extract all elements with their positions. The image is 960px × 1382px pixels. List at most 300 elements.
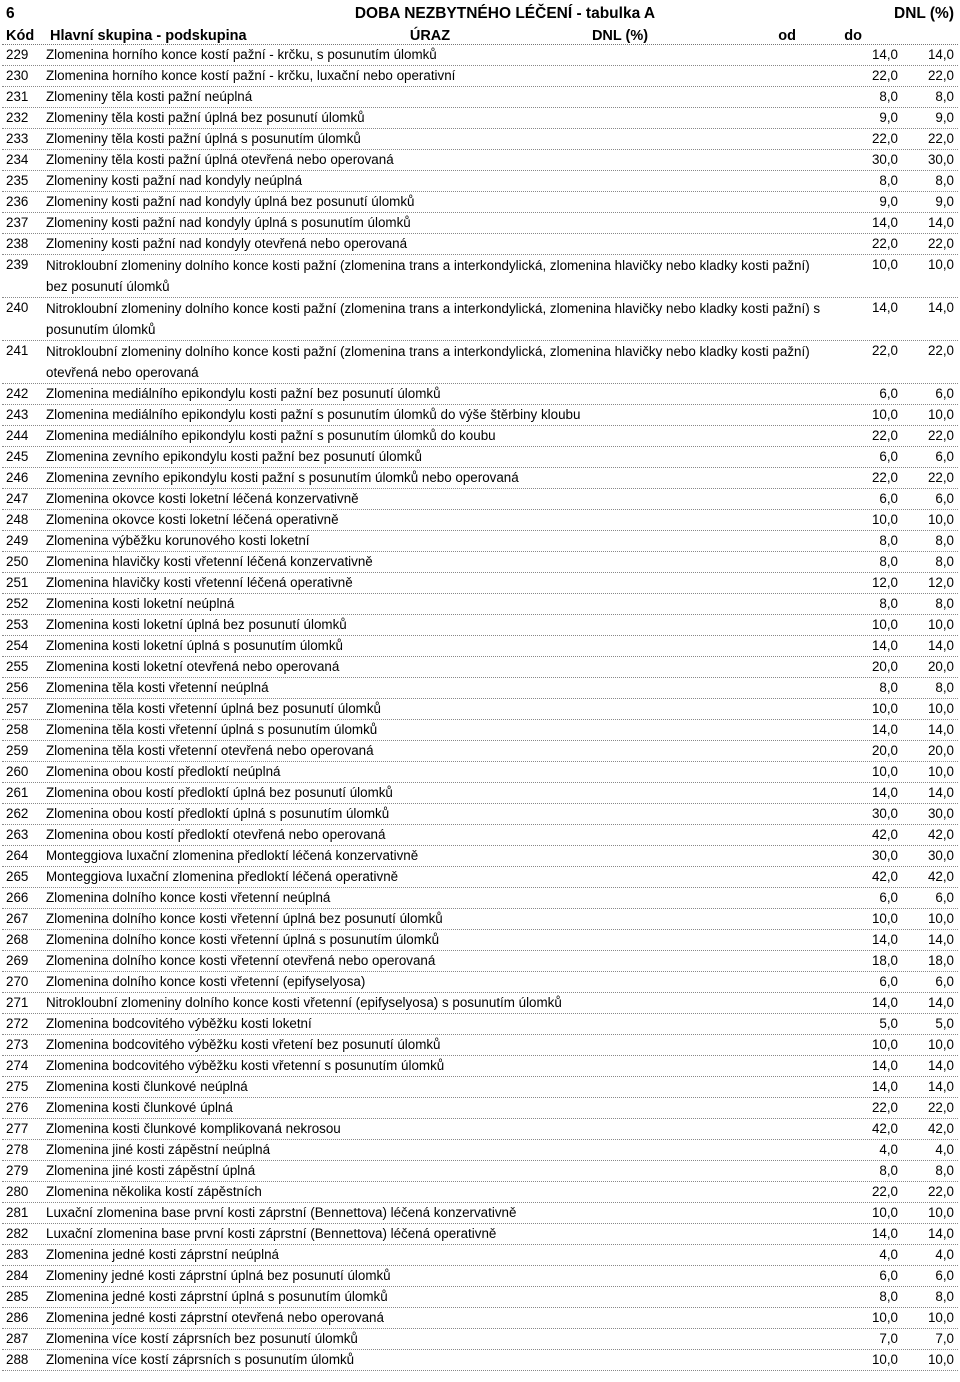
row-value-do: 10,0 xyxy=(927,1205,954,1220)
row-value-od: 14,0 xyxy=(871,932,898,947)
row-code: 287 xyxy=(6,1331,29,1346)
row-value-od: 8,0 xyxy=(879,554,898,569)
row-description: Zlomenina hlavičky kosti vřetenní léčená konzervativně xyxy=(46,554,373,569)
table-row xyxy=(2,531,958,552)
row-value-do: 8,0 xyxy=(935,173,954,188)
row-value-od: 22,0 xyxy=(871,1184,898,1199)
row-value-od: 10,0 xyxy=(871,1037,898,1052)
row-value-od: 14,0 xyxy=(871,785,898,800)
row-value-do: 14,0 xyxy=(927,47,954,62)
row-value-do: 14,0 xyxy=(927,995,954,1010)
row-value-od: 9,0 xyxy=(879,194,898,209)
row-description: Zlomenina dolního konce kosti vřetenní otevřená nebo operovaná xyxy=(46,953,436,968)
table-body xyxy=(2,45,958,1371)
row-value-od: 8,0 xyxy=(879,89,898,104)
row-description: Zlomenina jiné kosti zápěstní neúplná xyxy=(46,1142,271,1157)
table-row xyxy=(2,171,958,192)
row-code: 267 xyxy=(6,911,29,926)
table-row xyxy=(2,699,958,720)
row-value-do: 14,0 xyxy=(927,1226,954,1241)
row-value-do: 14,0 xyxy=(927,1079,954,1094)
table-row xyxy=(2,1161,958,1182)
row-value-do: 8,0 xyxy=(935,596,954,611)
row-code: 250 xyxy=(6,554,29,569)
row-value-od: 14,0 xyxy=(871,995,898,1010)
row-code: 278 xyxy=(6,1142,29,1157)
row-value-do: 10,0 xyxy=(927,257,954,272)
row-description: Zlomenina kosti člunkové úplná xyxy=(46,1100,233,1115)
row-code: 256 xyxy=(6,680,29,695)
row-description: Zlomenina hlavičky kosti vřetenní léčená operativně xyxy=(46,575,353,590)
page-header xyxy=(2,0,958,23)
row-code: 281 xyxy=(6,1205,29,1220)
row-value-od: 8,0 xyxy=(879,680,898,695)
row-description: Zlomeniny těla kosti pažní neúplná xyxy=(46,89,253,104)
table-row xyxy=(2,384,958,405)
row-value-od: 10,0 xyxy=(871,1310,898,1325)
table-row xyxy=(2,1245,958,1266)
row-code: 261 xyxy=(6,785,29,800)
row-code: 276 xyxy=(6,1100,29,1115)
row-code: 231 xyxy=(6,89,29,104)
row-code: 251 xyxy=(6,575,29,590)
row-description: Zlomeniny jedné kosti záprstní úplná bez posunutí úlomků xyxy=(46,1268,391,1283)
row-description: Zlomenina kosti loketní úplná s posunutím úlomků xyxy=(46,638,343,653)
row-value-do: 10,0 xyxy=(927,764,954,779)
row-value-do: 8,0 xyxy=(935,554,954,569)
row-value-do: 8,0 xyxy=(935,1289,954,1304)
row-value-do: 22,0 xyxy=(927,1184,954,1199)
row-value-do: 8,0 xyxy=(935,1163,954,1178)
row-code: 245 xyxy=(6,449,29,464)
row-value-od: 8,0 xyxy=(879,1289,898,1304)
row-value-do: 10,0 xyxy=(927,1310,954,1325)
table-row xyxy=(2,1035,958,1056)
table-row xyxy=(2,594,958,615)
table-row xyxy=(2,825,958,846)
row-code: 242 xyxy=(6,386,29,401)
row-description: Zlomenina více kostí záprsních bez posunutí úlomků xyxy=(46,1331,358,1346)
table-row xyxy=(2,447,958,468)
table-row xyxy=(2,615,958,636)
row-description: Zlomenina jedné kosti záprstní neúplná xyxy=(46,1247,279,1262)
table-row xyxy=(2,1098,958,1119)
row-code: 277 xyxy=(6,1121,29,1136)
row-code: 282 xyxy=(6,1226,29,1241)
table-row xyxy=(2,192,958,213)
row-value-od: 18,0 xyxy=(871,953,898,968)
row-description: Zlomenina kosti člunkové neúplná xyxy=(46,1079,248,1094)
table-row xyxy=(2,468,958,489)
row-value-do: 22,0 xyxy=(927,343,954,358)
row-description: Zlomenina obou kostí předloktí úplná bez posunutí úlomků xyxy=(46,785,393,800)
row-code: 236 xyxy=(6,194,29,209)
row-value-do: 4,0 xyxy=(935,1142,954,1157)
row-code: 273 xyxy=(6,1037,29,1052)
row-description: Zlomenina mediálního epikondylu kosti pažní bez posunutí úlomků xyxy=(46,386,441,401)
row-code: 230 xyxy=(6,68,29,83)
table-row xyxy=(2,930,958,951)
table-row xyxy=(2,657,958,678)
row-code: 262 xyxy=(6,806,29,821)
table-row xyxy=(2,489,958,510)
row-code: 253 xyxy=(6,617,29,632)
row-value-od: 6,0 xyxy=(879,386,898,401)
row-description: Nitrokloubní zlomeniny dolního konce kosti pažní (zlomenina trans a interkondylická, zlomenina hlavičky nebo kladky kosti pažní) otevřená nebo operovaná xyxy=(46,344,810,380)
table-row xyxy=(2,1077,958,1098)
row-description: Zlomenina těla kosti vřetenní otevřená nebo operovaná xyxy=(46,743,374,758)
row-code: 280 xyxy=(6,1184,29,1199)
row-description: Zlomenina těla kosti vřetenní úplná s posunutím úlomků xyxy=(46,722,378,737)
row-description: Nitrokloubní zlomeniny dolního konce kosti pažní (zlomenina trans a interkondylická, zlomenina hlavičky nebo kladky kosti pažní) s posunutím úlomků xyxy=(46,301,821,337)
table-row xyxy=(2,636,958,657)
row-value-od: 9,0 xyxy=(879,110,898,125)
row-description: Zlomenina bodcovitého výběžku kosti loketní xyxy=(46,1016,312,1031)
row-description: Monteggiova luxační zlomenina předloktí léčená operativně xyxy=(46,869,399,884)
row-value-do: 14,0 xyxy=(927,638,954,653)
row-value-do: 14,0 xyxy=(927,215,954,230)
row-description: Zlomenina dolního konce kosti vřetenní úplná s posunutím úlomků xyxy=(46,932,440,947)
table-row xyxy=(2,1014,958,1035)
table-row xyxy=(2,150,958,171)
row-value-od: 10,0 xyxy=(871,701,898,716)
row-value-od: 14,0 xyxy=(871,722,898,737)
row-code: 244 xyxy=(6,428,29,443)
row-code: 263 xyxy=(6,827,29,842)
row-value-od: 4,0 xyxy=(879,1247,898,1262)
row-description: Zlomenina dolního konce kosti vřetenní (epifyselyosa) xyxy=(46,974,366,989)
table-row xyxy=(2,426,958,447)
row-value-od: 10,0 xyxy=(871,764,898,779)
row-code: 286 xyxy=(6,1310,29,1325)
row-value-od: 22,0 xyxy=(871,1100,898,1115)
row-code: 246 xyxy=(6,470,29,485)
row-code: 235 xyxy=(6,173,29,188)
row-description: Zlomenina obou kostí předloktí úplná s posunutím úlomků xyxy=(46,806,390,821)
row-value-od: 14,0 xyxy=(871,300,898,315)
row-value-od: 6,0 xyxy=(879,1268,898,1283)
table-row xyxy=(2,1140,958,1161)
row-value-do: 10,0 xyxy=(927,512,954,527)
table-row xyxy=(2,762,958,783)
table-row xyxy=(2,1287,958,1308)
row-code: 238 xyxy=(6,236,29,251)
row-value-do: 22,0 xyxy=(927,236,954,251)
page-number: 6 xyxy=(6,5,15,22)
row-value-od: 42,0 xyxy=(871,827,898,842)
row-description: Zlomenina bodcovitého výběžku kosti vřetení bez posunutí úlomků xyxy=(46,1037,441,1052)
row-value-od: 6,0 xyxy=(879,449,898,464)
column-header-kod: Kód xyxy=(6,28,35,44)
row-value-od: 10,0 xyxy=(871,1205,898,1220)
row-value-od: 14,0 xyxy=(871,215,898,230)
row-value-od: 20,0 xyxy=(871,743,898,758)
table-row xyxy=(2,298,958,341)
row-value-do: 42,0 xyxy=(927,827,954,842)
row-code: 239 xyxy=(6,257,29,272)
row-value-do: 4,0 xyxy=(935,1247,954,1262)
table-row xyxy=(2,341,958,384)
row-description: Zlomenina obou kostí předloktí otevřená nebo operovaná xyxy=(46,827,386,842)
row-value-do: 6,0 xyxy=(935,890,954,905)
table-row xyxy=(2,213,958,234)
row-code: 254 xyxy=(6,638,29,653)
row-description: Zlomenina kosti loketní úplná bez posunutí úlomků xyxy=(46,617,347,632)
row-value-od: 30,0 xyxy=(871,806,898,821)
row-description: Zlomenina okovce kosti loketní léčená operativně xyxy=(46,512,339,527)
table-row xyxy=(2,405,958,426)
row-value-od: 10,0 xyxy=(871,512,898,527)
row-description: Zlomenina těla kosti vřetenní neúplná xyxy=(46,680,269,695)
table-row xyxy=(2,573,958,594)
row-value-do: 30,0 xyxy=(927,806,954,821)
table-row xyxy=(2,678,958,699)
row-description: Zlomeniny kosti pažní nad kondyly úplná s posunutím úlomků xyxy=(46,215,411,230)
row-value-do: 22,0 xyxy=(927,1100,954,1115)
row-value-od: 42,0 xyxy=(871,869,898,884)
row-value-od: 22,0 xyxy=(871,343,898,358)
row-description: Zlomenina těla kosti vřetenní úplná bez posunutí úlomků xyxy=(46,701,381,716)
table-row xyxy=(2,1056,958,1077)
row-description: Zlomenina výběžku korunového kosti loketní xyxy=(46,533,310,548)
column-header-uraz: ÚRAZ xyxy=(409,28,451,44)
table-row xyxy=(2,888,958,909)
row-value-do: 20,0 xyxy=(927,743,954,758)
row-code: 259 xyxy=(6,743,29,758)
row-description: Zlomenina okovce kosti loketní léčená konzervativně xyxy=(46,491,359,506)
row-code: 283 xyxy=(6,1247,29,1262)
table-row xyxy=(2,846,958,867)
page-title: DOBA NEZBYTNÉHO LÉČENÍ - tabulka A xyxy=(354,5,656,22)
row-code: 234 xyxy=(6,152,29,167)
row-value-od: 5,0 xyxy=(879,1016,898,1031)
row-description: Zlomenina horního konce kostí pažní - krčku, s posunutím úlomků xyxy=(46,47,437,62)
table-row xyxy=(2,741,958,762)
row-value-od: 12,0 xyxy=(871,575,898,590)
row-code: 249 xyxy=(6,533,29,548)
row-value-od: 22,0 xyxy=(871,131,898,146)
row-code: 247 xyxy=(6,491,29,506)
row-description: Zlomenina zevního epikondylu kosti pažní bez posunutí úlomků xyxy=(46,449,422,464)
row-value-do: 9,0 xyxy=(935,110,954,125)
row-code: 284 xyxy=(6,1268,29,1283)
row-code: 248 xyxy=(6,512,29,527)
column-header-group: Hlavní skupina - podskupina xyxy=(50,28,247,44)
row-code: 268 xyxy=(6,932,29,947)
table-row xyxy=(2,1203,958,1224)
row-code: 243 xyxy=(6,407,29,422)
row-code: 272 xyxy=(6,1016,29,1031)
row-value-do: 10,0 xyxy=(927,407,954,422)
row-value-do: 14,0 xyxy=(927,1058,954,1073)
table-row xyxy=(2,108,958,129)
table-row xyxy=(2,234,958,255)
row-value-od: 8,0 xyxy=(879,1163,898,1178)
row-description: Zlomenina kosti loketní neúplná xyxy=(46,596,235,611)
row-value-od: 14,0 xyxy=(871,1226,898,1241)
row-description: Zlomenina jedné kosti záprstní otevřená nebo operovaná xyxy=(46,1310,384,1325)
row-value-do: 14,0 xyxy=(927,300,954,315)
row-value-od: 14,0 xyxy=(871,47,898,62)
row-value-do: 22,0 xyxy=(927,131,954,146)
row-value-do: 18,0 xyxy=(927,953,954,968)
header-unit: DNL (%) xyxy=(894,5,954,22)
row-value-od: 42,0 xyxy=(871,1121,898,1136)
row-value-do: 10,0 xyxy=(927,1037,954,1052)
row-value-do: 30,0 xyxy=(927,848,954,863)
row-description: Zlomenina mediálního epikondylu kosti pažní s posunutím úlomků do koubu xyxy=(46,428,496,443)
row-description: Monteggiova luxační zlomenina předloktí léčená konzervativně xyxy=(46,848,419,863)
row-code: 275 xyxy=(6,1079,29,1094)
row-value-do: 30,0 xyxy=(927,152,954,167)
table-row xyxy=(2,867,958,888)
row-code: 241 xyxy=(6,343,29,358)
row-description: Zlomeniny těla kosti pažní úplná otevřená nebo operovaná xyxy=(46,152,394,167)
row-value-do: 22,0 xyxy=(927,68,954,83)
row-code: 257 xyxy=(6,701,29,716)
table-row xyxy=(2,993,958,1014)
row-value-od: 14,0 xyxy=(871,638,898,653)
row-value-od: 22,0 xyxy=(871,428,898,443)
column-header-do: do xyxy=(844,28,862,44)
column-header-od: od xyxy=(778,28,796,44)
row-description: Zlomenina zevního epikondylu kosti pažní s posunutím úlomků nebo operovaná xyxy=(46,470,519,485)
row-value-do: 22,0 xyxy=(927,470,954,485)
row-value-od: 4,0 xyxy=(879,1142,898,1157)
row-code: 274 xyxy=(6,1058,29,1073)
table-row xyxy=(2,510,958,531)
row-description: Zlomenina mediálního epikondylu kosti pažní s posunutím úlomků do výše štěrbiny kloubu xyxy=(46,407,581,422)
row-value-od: 20,0 xyxy=(871,659,898,674)
table-row xyxy=(2,804,958,825)
row-description: Zlomeniny těla kosti pažní úplná bez posunutí úlomků xyxy=(46,110,365,125)
row-value-do: 14,0 xyxy=(927,722,954,737)
row-value-od: 22,0 xyxy=(871,236,898,251)
table-row xyxy=(2,720,958,741)
row-value-od: 22,0 xyxy=(871,68,898,83)
row-code: 232 xyxy=(6,110,29,125)
row-description: Zlomeniny kosti pažní nad kondyly neúplná xyxy=(46,173,303,188)
table-row xyxy=(2,129,958,150)
row-description: Zlomenina obou kostí předloktí neúplná xyxy=(46,764,281,779)
table-row xyxy=(2,255,958,298)
row-value-do: 42,0 xyxy=(927,869,954,884)
row-value-od: 6,0 xyxy=(879,974,898,989)
row-code: 240 xyxy=(6,300,29,315)
row-value-od: 8,0 xyxy=(879,596,898,611)
table-row xyxy=(2,1308,958,1329)
row-value-do: 8,0 xyxy=(935,680,954,695)
table-row xyxy=(2,1182,958,1203)
row-value-od: 14,0 xyxy=(871,1058,898,1073)
row-value-do: 42,0 xyxy=(927,1121,954,1136)
row-description: Zlomeniny těla kosti pažní úplná s posunutím úlomků xyxy=(46,131,361,146)
row-value-do: 14,0 xyxy=(927,785,954,800)
row-value-od: 10,0 xyxy=(871,911,898,926)
row-value-do: 10,0 xyxy=(927,911,954,926)
table-row xyxy=(2,1119,958,1140)
row-value-od: 8,0 xyxy=(879,533,898,548)
row-value-do: 12,0 xyxy=(927,575,954,590)
row-value-do: 5,0 xyxy=(935,1016,954,1031)
column-header-dnl: DNL (%) xyxy=(591,28,649,44)
row-description: Zlomenina dolního konce kosti vřetenní úplná bez posunutí úlomků xyxy=(46,911,443,926)
row-value-do: 20,0 xyxy=(927,659,954,674)
table-row xyxy=(2,783,958,804)
table-row xyxy=(2,87,958,108)
row-value-od: 10,0 xyxy=(871,407,898,422)
row-code: 258 xyxy=(6,722,29,737)
row-code: 265 xyxy=(6,869,29,884)
row-value-od: 10,0 xyxy=(871,1352,898,1367)
table-row xyxy=(2,552,958,573)
row-value-do: 6,0 xyxy=(935,449,954,464)
row-code: 271 xyxy=(6,995,29,1010)
table-row xyxy=(2,45,958,66)
row-description: Luxační zlomenina base první kosti záprstní (Bennettova) léčená operativně xyxy=(46,1226,497,1241)
row-value-do: 10,0 xyxy=(927,1352,954,1367)
row-value-od: 30,0 xyxy=(871,152,898,167)
row-description: Nitrokloubní zlomeniny dolního konce kosti vřetenní (epifyselyosa) s posunutím úlomků xyxy=(46,995,562,1010)
row-code: 285 xyxy=(6,1289,29,1304)
row-description: Zlomenina bodcovitého výběžku kosti vřetenní s posunutím úlomků xyxy=(46,1058,445,1073)
row-code: 269 xyxy=(6,953,29,968)
table-row xyxy=(2,909,958,930)
row-description: Zlomenina kosti loketní otevřená nebo operovaná xyxy=(46,659,340,674)
table-row xyxy=(2,1224,958,1245)
row-value-do: 6,0 xyxy=(935,491,954,506)
row-value-do: 6,0 xyxy=(935,386,954,401)
row-value-od: 14,0 xyxy=(871,1079,898,1094)
row-value-od: 6,0 xyxy=(879,890,898,905)
table-row xyxy=(2,1329,958,1350)
table-row xyxy=(2,1350,958,1371)
row-code: 260 xyxy=(6,764,29,779)
row-code: 264 xyxy=(6,848,29,863)
row-code: 266 xyxy=(6,890,29,905)
row-code: 279 xyxy=(6,1163,29,1178)
row-description: Luxační zlomenina base první kosti záprstní (Bennettova) léčená konzervativně xyxy=(46,1205,517,1220)
row-code: 288 xyxy=(6,1352,29,1367)
row-value-od: 6,0 xyxy=(879,491,898,506)
table-row xyxy=(2,1266,958,1287)
row-value-od: 8,0 xyxy=(879,173,898,188)
row-description: Zlomenina dolního konce kosti vřetenní neúplná xyxy=(46,890,331,905)
row-code: 233 xyxy=(6,131,29,146)
row-description: Zlomeniny kosti pažní nad kondyly úplná bez posunutí úlomků xyxy=(46,194,415,209)
table-header xyxy=(2,23,958,45)
table-row xyxy=(2,972,958,993)
row-value-do: 10,0 xyxy=(927,701,954,716)
table-row xyxy=(2,66,958,87)
row-description: Zlomenina kosti člunkové komplikovaná nekrosou xyxy=(46,1121,341,1136)
row-value-do: 8,0 xyxy=(935,89,954,104)
row-code: 252 xyxy=(6,596,29,611)
row-value-od: 22,0 xyxy=(871,470,898,485)
row-description: Zlomenina několika kostí zápěstních xyxy=(46,1184,262,1199)
row-description: Zlomenina jiné kosti zápěstní úplná xyxy=(46,1163,256,1178)
row-description: Zlomeniny kosti pažní nad kondyly otevřená nebo operovaná xyxy=(46,236,408,251)
row-value-do: 8,0 xyxy=(935,533,954,548)
row-description: Zlomenina horního konce kostí pažní - krčku, luxační nebo operativní xyxy=(46,68,456,83)
row-value-od: 30,0 xyxy=(871,848,898,863)
table-row xyxy=(2,951,958,972)
row-code: 229 xyxy=(6,47,29,62)
row-value-do: 22,0 xyxy=(927,428,954,443)
row-code: 255 xyxy=(6,659,29,674)
row-value-od: 10,0 xyxy=(871,257,898,272)
row-value-do: 14,0 xyxy=(927,932,954,947)
